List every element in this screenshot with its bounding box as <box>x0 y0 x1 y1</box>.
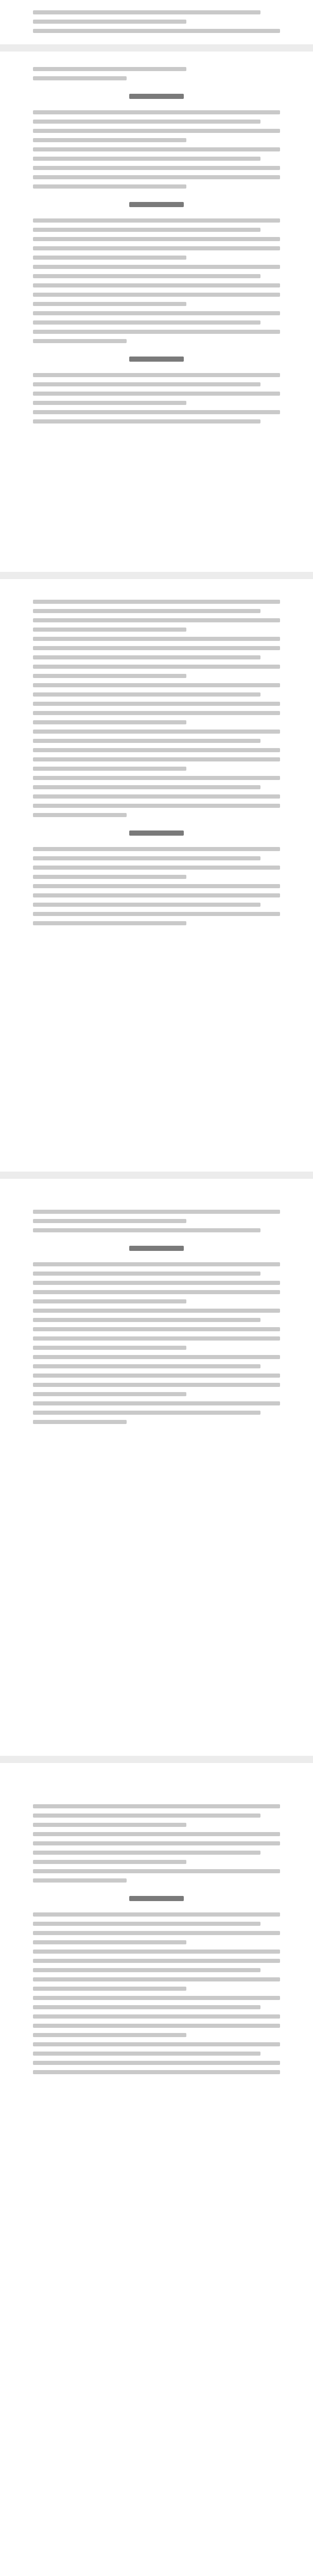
section-heading <box>129 831 184 836</box>
page-2-text <box>33 67 280 429</box>
page-separator-4 <box>0 1756 313 1763</box>
page-separator-3 <box>0 1172 313 1179</box>
section-heading <box>129 1246 184 1251</box>
section-heading <box>129 202 184 207</box>
document-page-5 <box>0 1763 313 2576</box>
page-4-text <box>33 1210 280 1429</box>
page-separator-1 <box>0 44 313 52</box>
section-heading <box>129 1896 184 1901</box>
section-heading <box>129 357 184 362</box>
page-3-text <box>33 600 280 930</box>
page-separator-2 <box>0 572 313 579</box>
document-page-3 <box>0 579 313 1172</box>
document-page-2 <box>0 52 313 572</box>
page-5-text <box>33 1804 280 2079</box>
section-heading <box>129 94 184 99</box>
page-1-text <box>33 10 280 38</box>
document-page-4 <box>0 1179 313 1756</box>
